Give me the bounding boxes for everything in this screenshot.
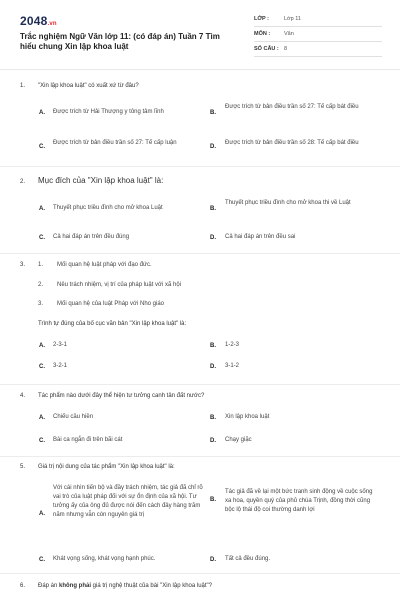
q1-answer-b[interactable]: Được trích từ bản điều trần số 27: Tế cấp bát điều xyxy=(225,104,359,110)
q1-answer-d-letter[interactable]: D. xyxy=(210,144,216,150)
question-1-number: 1. xyxy=(20,83,26,89)
q2-answer-b[interactable]: Thuyết phục triều đình cho mở khoa thi về Luật xyxy=(225,200,351,206)
class-label: LỚP : xyxy=(254,16,269,22)
q3-item-1-number: 1. xyxy=(38,262,44,268)
q4-answer-d[interactable]: Chạy giặc xyxy=(225,437,252,443)
q1-answer-c-letter[interactable]: C. xyxy=(39,144,45,150)
q5-answer-a[interactable]: Với cái nhìn tiến bộ và đầy trách nhiệm, tác giả đã chỉ rõ vai trò của luật pháp đối với sự ổn định của xã hội. Tư tưởng ấy của ông đủ được nói đến cách đây hàng trăm năm nhưng vẫn còn nguyên giá trị xyxy=(53,485,203,518)
q5-answer-c[interactable]: Khát vọng sống, khát vọng hạnh phúc. xyxy=(53,556,156,562)
q2-answer-d-letter[interactable]: D. xyxy=(210,235,216,241)
q2-answer-c[interactable]: Cả hai đáp án trên đều đúng xyxy=(53,234,130,240)
q2-answer-b-letter[interactable]: B. xyxy=(210,206,216,212)
class-value: Lớp 11 xyxy=(284,16,301,22)
q5-answer-d-letter[interactable]: D. xyxy=(210,557,216,563)
site-logo[interactable]: 2048.vn xyxy=(20,14,57,28)
q4-answer-c[interactable]: Bài ca ngắn đi trên bãi cát xyxy=(53,437,123,443)
question-1-text: "Xin lập khoa luật" có xuất xứ từ đâu? xyxy=(38,83,139,89)
q2-answer-d[interactable]: Cả hai đáp án trên đều sai xyxy=(225,234,296,240)
meta-row-class xyxy=(254,12,382,27)
q1-answer-d[interactable]: Được trích từ bản điều trần số 28: Tế cấp bát điều xyxy=(225,140,359,146)
q2-answer-a-letter[interactable]: A. xyxy=(39,206,45,212)
q1-answer-a[interactable]: Được trích từ Hải Thượng y tông tâm lĩnh xyxy=(53,109,164,115)
q3-answer-b-letter[interactable]: B. xyxy=(210,343,216,349)
question-6-emphasis: không phải xyxy=(59,583,92,589)
q2-answer-c-letter[interactable]: C. xyxy=(39,235,45,241)
question-3-text: Trình tự đúng của bố cục văn bản "Xin lập khoa luật" là: xyxy=(38,321,187,327)
q4-answer-b[interactable]: Xin lập khoa luật xyxy=(225,414,270,420)
q4-answer-b-letter[interactable]: B. xyxy=(210,415,216,421)
subject-label: MÔN : xyxy=(254,31,271,37)
q2-answer-a[interactable]: Thuyết phục triều đình cho mở khoa Luật xyxy=(53,205,163,211)
q5-answer-b-letter[interactable]: B. xyxy=(210,497,216,503)
q5-answer-d[interactable]: Tất cả đều đúng. xyxy=(225,556,271,562)
question-6-number: 6. xyxy=(20,583,26,589)
q4-answer-d-letter[interactable]: D. xyxy=(210,438,216,444)
q4-answer-c-letter[interactable]: C. xyxy=(39,438,45,444)
q3-answer-a[interactable]: 2-3-1 xyxy=(53,342,68,348)
q1-answer-b-letter[interactable]: B. xyxy=(210,110,216,116)
q3-answer-d-letter[interactable]: D. xyxy=(210,364,216,370)
page-header xyxy=(20,12,382,68)
question-5-number: 5. xyxy=(20,464,26,470)
q4-answer-a[interactable]: Chiếu cầu hiền xyxy=(53,414,94,420)
meta-table xyxy=(254,12,382,57)
q3-answer-c[interactable]: 3-2-1 xyxy=(53,363,68,369)
q3-item-2-text: Nêu trách nhiệm, vị trí của pháp luật với xã hội xyxy=(57,282,181,288)
question-divider xyxy=(0,456,400,457)
count-value: 8 xyxy=(284,46,288,52)
question-2-number: 2. xyxy=(20,179,26,185)
meta-row-subject xyxy=(254,27,382,42)
q3-answer-d[interactable]: 3-1-2 xyxy=(225,363,240,369)
question-divider xyxy=(0,166,400,167)
q3-item-1-text: Mối quan hệ luật pháp với đạo đức. xyxy=(57,262,152,268)
question-4-text: Tác phẩm nào dưới đây thể hiện tư tưởng canh tân đất nước? xyxy=(38,393,205,399)
page-title: Trắc nghiệm Ngữ Văn lớp 11: (có đáp án) Tuần 7 Tìm hiểu chung Xin lập khoa luật xyxy=(20,32,220,51)
q1-answer-a-letter[interactable]: A. xyxy=(39,110,45,116)
question-6-text: Đáp án không phải giá trị nghệ thuật của bài "Xin lập khoa luật"? xyxy=(38,583,213,589)
q1-answer-c[interactable]: Được trích từ bản điều trần số 27: Tế cấp luận xyxy=(53,140,177,146)
subject-value: Văn xyxy=(284,31,294,37)
meta-row-count xyxy=(254,42,382,57)
question-divider xyxy=(0,384,400,385)
q5-answer-b[interactable]: Tác giả đã về lại một bức tranh sinh động về cuộc sống xa hoa, quyền quý của phủ chúa Trịnh, đồng thời cũng bộc lộ thái độ coi thường danh lợi xyxy=(225,489,373,513)
q5-answer-a-letter[interactable]: A. xyxy=(39,511,45,517)
q3-answer-a-letter[interactable]: A. xyxy=(39,343,45,349)
question-divider xyxy=(0,573,400,574)
q3-item-3-number: 3. xyxy=(38,301,44,307)
count-label: SỐ CÂU : xyxy=(254,46,279,52)
q4-answer-a-letter[interactable]: A. xyxy=(39,415,45,421)
header-divider xyxy=(0,69,400,70)
question-5-text: Giá trị nội dung của tác phẩm "Xin lập khoa luật" là: xyxy=(38,464,175,470)
q3-answer-c-letter[interactable]: C. xyxy=(39,364,45,370)
question-divider xyxy=(0,253,400,254)
q3-answer-b[interactable]: 1-2-3 xyxy=(225,342,240,348)
q3-item-2-number: 2. xyxy=(38,282,44,288)
question-3-number: 3. xyxy=(20,262,26,268)
question-4-number: 4. xyxy=(20,393,26,399)
q5-answer-c-letter[interactable]: C. xyxy=(39,557,45,563)
question-2-text: Mục đích của "Xin lập khoa luật" là: xyxy=(38,176,164,185)
q3-item-3-text: Mối quan hệ của luật Pháp với Nho giáo xyxy=(57,301,165,307)
